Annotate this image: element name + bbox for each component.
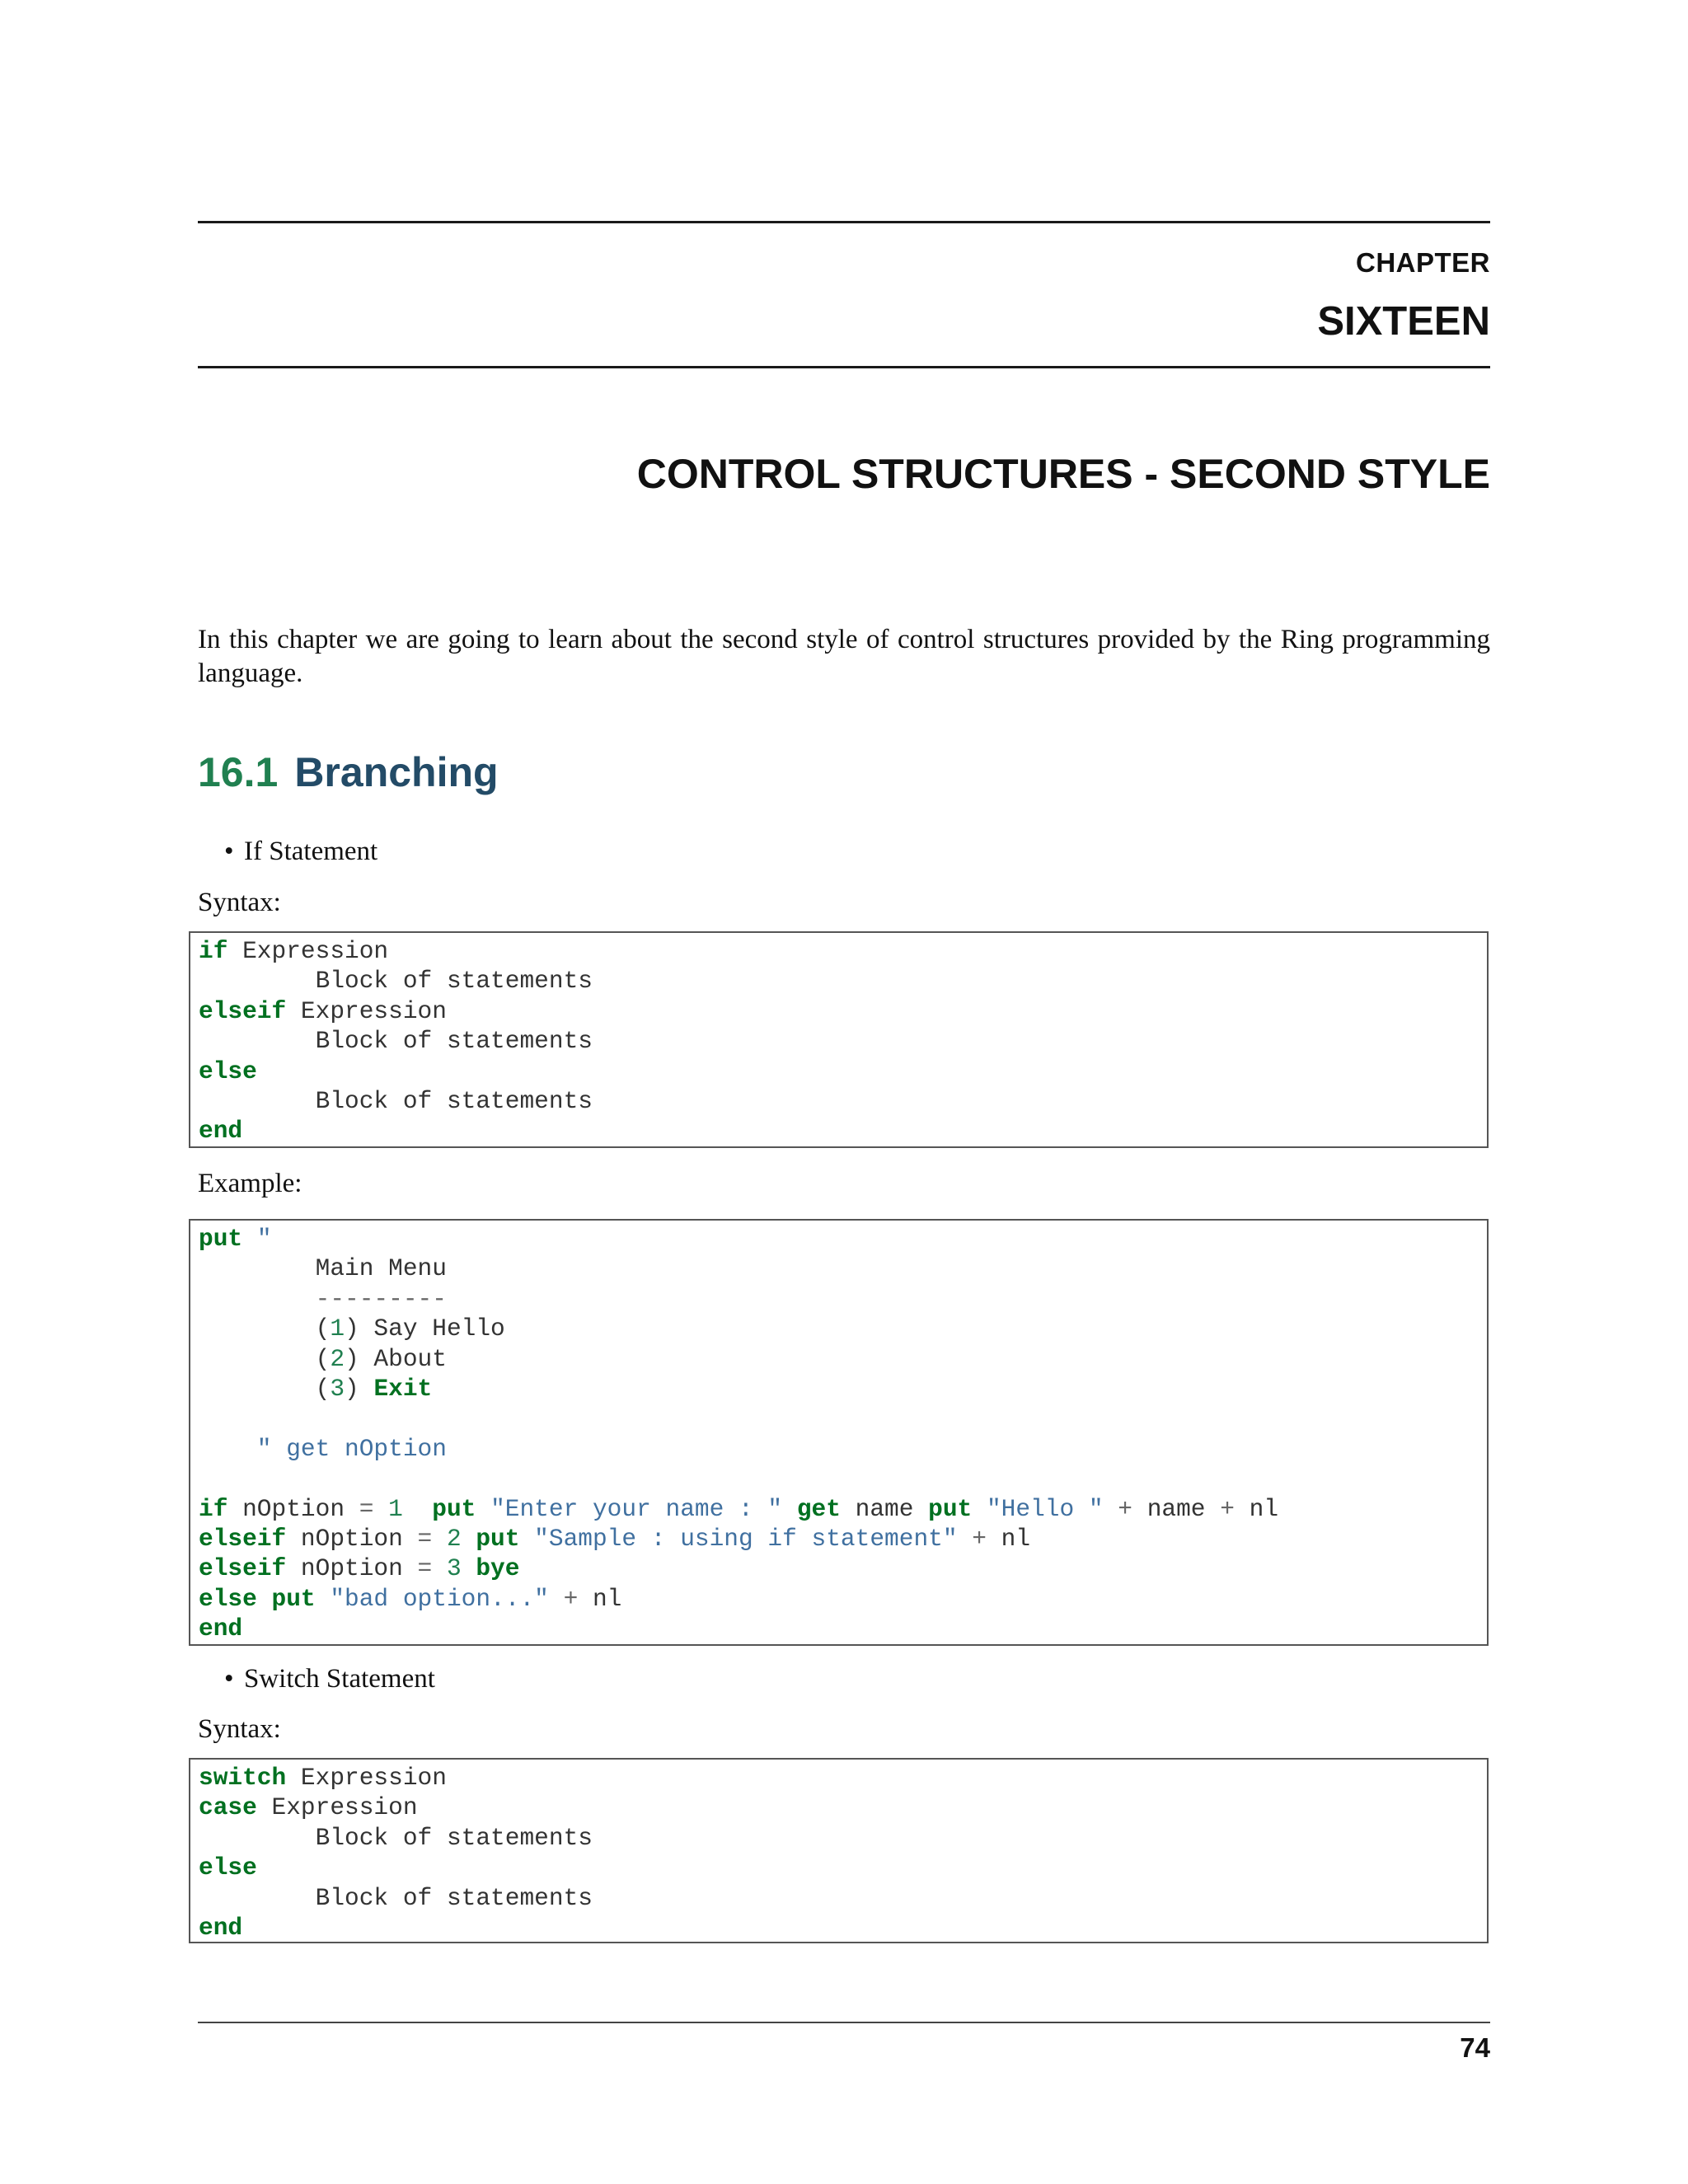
code-string: "bad option..."	[330, 1584, 549, 1613]
code-text: nl	[1234, 1494, 1279, 1523]
code-keyword: else	[199, 1057, 257, 1085]
code-text	[316, 1585, 331, 1613]
code-text: name	[1132, 1494, 1221, 1523]
code-line	[199, 1284, 1479, 1314]
code-keyword: put	[199, 1225, 243, 1253]
code-text	[403, 1495, 432, 1523]
code-line	[199, 1374, 1479, 1404]
code-line	[199, 1554, 1479, 1583]
code-operator: =	[359, 1494, 374, 1523]
code-line	[199, 1853, 1479, 1882]
code-text	[432, 1554, 447, 1582]
code-number: 1	[388, 1494, 403, 1523]
code-line	[199, 1524, 1479, 1554]
page-number: 74	[1460, 2032, 1490, 2063]
code-operator: ---------	[315, 1284, 447, 1313]
code-keyword: end	[199, 1913, 243, 1942]
code-text: nOption	[227, 1494, 359, 1523]
code-line	[199, 1614, 1479, 1643]
code-string: "	[256, 1225, 272, 1253]
chapter-label: CHAPTER	[1355, 247, 1490, 278]
code-keyword: if	[199, 1494, 228, 1523]
code-keyword: else	[199, 1584, 257, 1613]
code-text: (	[199, 1374, 331, 1403]
code-number: 3	[446, 1554, 462, 1583]
code-text	[373, 1495, 388, 1523]
code-line	[199, 1314, 1479, 1343]
code-line	[199, 1344, 1479, 1374]
code-line	[199, 1793, 1479, 1822]
code-text: Expression	[256, 1793, 418, 1822]
code-text	[199, 1285, 316, 1313]
bullet-icon: •	[224, 1664, 234, 1694]
code-text	[972, 1495, 987, 1523]
code-line	[199, 1763, 1479, 1793]
code-line	[199, 1254, 1479, 1283]
code-text: (	[199, 1344, 331, 1373]
code-keyword: elseif	[199, 996, 287, 1025]
code-text	[257, 1585, 272, 1613]
code-text: (	[199, 1315, 331, 1343]
code-number: 2	[446, 1524, 462, 1553]
code-text	[242, 1225, 257, 1253]
example-label: Example:	[198, 1169, 302, 1198]
code-text	[462, 1525, 476, 1553]
code-keyword: put	[271, 1584, 316, 1613]
section-title: Branching	[294, 749, 499, 795]
code-text: Expression	[286, 996, 447, 1025]
code-keyword: Exit	[373, 1374, 433, 1403]
code-block-switch-syntax	[189, 1758, 1489, 1943]
code-number: 2	[330, 1344, 345, 1373]
code-block-if-example	[189, 1219, 1489, 1646]
syntax-label: Syntax:	[198, 1714, 281, 1744]
code-text: Block of statements	[199, 1027, 593, 1056]
code-text: Expression	[227, 937, 389, 965]
code-operator: +	[1118, 1494, 1132, 1523]
code-text	[782, 1495, 797, 1523]
intro-paragraph: In this chapter we are going to learn about the second style of control structures provided by the Ring programming language.	[198, 625, 1490, 688]
code-line	[199, 1823, 1479, 1853]
code-number: 1	[330, 1315, 345, 1343]
code-line	[199, 1086, 1479, 1116]
code-text	[549, 1585, 564, 1613]
code-operator: +	[563, 1584, 579, 1613]
code-text: nOption	[286, 1554, 418, 1583]
code-line	[199, 1057, 1479, 1086]
code-text	[1104, 1495, 1118, 1523]
code-keyword: bye	[476, 1554, 520, 1583]
section-number: 16.1	[198, 749, 279, 795]
code-keyword: put	[928, 1494, 973, 1523]
bullet-icon: •	[224, 837, 234, 866]
code-keyword: end	[199, 1117, 243, 1146]
code-text	[519, 1525, 534, 1553]
code-text: Block of statements	[199, 1823, 593, 1852]
bullet-item-switch	[224, 1664, 435, 1694]
code-keyword: elseif	[199, 1554, 287, 1583]
chapter-top-rule	[198, 221, 1490, 223]
bullet-label: If Statement	[244, 837, 378, 866]
code-keyword: else	[199, 1854, 257, 1882]
code-line	[199, 1434, 1479, 1464]
code-keyword: get	[796, 1494, 841, 1523]
code-text: Expression	[286, 1764, 447, 1792]
code-text: Block of statements	[199, 1086, 593, 1115]
code-keyword: elseif	[199, 1524, 287, 1553]
code-line	[199, 1116, 1479, 1146]
code-string: " get nOption	[199, 1434, 447, 1463]
code-string: "Enter your name : "	[490, 1494, 783, 1523]
code-number: 3	[330, 1374, 345, 1403]
code-keyword: if	[199, 937, 228, 965]
code-text: nOption	[286, 1524, 418, 1553]
code-text: Block of statements	[199, 1883, 593, 1912]
chapter-title: CONTROL STRUCTURES - SECOND STYLE	[636, 451, 1490, 497]
code-text: Main Menu	[199, 1254, 447, 1283]
code-line	[199, 1464, 1479, 1493]
section-heading	[198, 748, 499, 796]
bullet-label: Switch Statement	[244, 1664, 435, 1694]
code-operator: +	[972, 1524, 987, 1553]
code-text: ) About	[345, 1344, 447, 1373]
code-keyword: case	[199, 1793, 257, 1822]
code-operator: +	[1220, 1494, 1235, 1523]
code-line	[199, 1026, 1479, 1056]
code-line	[199, 1404, 1479, 1433]
code-keyword: end	[199, 1615, 243, 1643]
code-line	[199, 996, 1479, 1026]
code-keyword: put	[476, 1524, 520, 1553]
code-operator: =	[417, 1554, 433, 1583]
code-keyword: switch	[199, 1764, 287, 1792]
code-block-if-syntax	[189, 931, 1489, 1148]
code-text: nl	[986, 1524, 1031, 1553]
code-line	[199, 1883, 1479, 1913]
code-text	[476, 1495, 490, 1523]
footer-rule	[198, 2022, 1490, 2023]
code-keyword: put	[432, 1494, 476, 1523]
code-string: "Sample : using if statement"	[534, 1524, 958, 1553]
code-text: )	[345, 1374, 374, 1403]
code-line	[199, 1224, 1479, 1254]
chapter-bottom-rule	[198, 366, 1490, 368]
code-line	[199, 1913, 1479, 1943]
code-text	[462, 1554, 476, 1582]
code-text: ) Say Hello	[345, 1315, 505, 1343]
syntax-label: Syntax:	[198, 888, 281, 917]
code-text	[958, 1525, 973, 1553]
code-text	[432, 1525, 447, 1553]
chapter-number: SIXTEEN	[1317, 299, 1490, 344]
code-operator: =	[417, 1524, 433, 1553]
code-text: name	[840, 1494, 929, 1523]
code-line	[199, 936, 1479, 966]
code-text: nl	[578, 1584, 622, 1613]
code-text: Block of statements	[199, 967, 593, 996]
code-line	[199, 966, 1479, 996]
bullet-item-if	[224, 837, 378, 867]
code-line	[199, 1494, 1479, 1524]
code-string: "Hello "	[986, 1494, 1104, 1523]
code-line	[199, 1584, 1479, 1614]
